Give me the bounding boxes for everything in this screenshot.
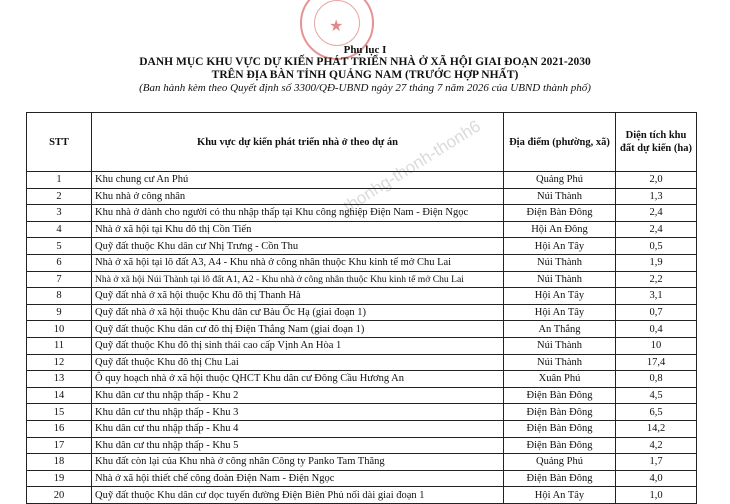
table-row: [27, 238, 697, 255]
cell-size: 2,4: [616, 221, 697, 238]
cell-place: An Thắng: [504, 321, 616, 338]
housing-area-table: [26, 112, 697, 504]
table-body: [27, 172, 697, 504]
cell-stt: 14: [27, 387, 92, 404]
cell-area: Quỹ đất thuộc Khu đô thị sinh thái cao cấp Vịnh An Hòa 1: [92, 337, 504, 354]
table-row: [27, 288, 697, 305]
document-title-line2: TRÊN ĐỊA BÀN TỈNH QUẢNG NAM (TRƯỚC HỢP NHẤT): [211, 68, 519, 81]
table-row: [27, 254, 697, 271]
cell-area: Nhà ở xã hội tại lô đất A3, A4 - Khu nhà ở công nhân thuộc Khu kinh tế mở Chu Lai: [92, 254, 504, 271]
cell-area: Nhà ở xã hội thiết chế công đoàn Điện Nam - Điện Ngọc: [92, 470, 504, 487]
cell-place: Xuân Phú: [504, 371, 616, 388]
cell-area: Khu đất còn lại của Khu nhà ở công nhân Công ty Panko Tam Thăng: [92, 454, 504, 471]
cell-area: Khu nhà ở dành cho người có thu nhập thấp tại Khu công nghiệp Điện Nam - Điện Ngọc: [92, 205, 504, 222]
cell-place: Điện Bàn Đông: [504, 437, 616, 454]
cell-size: 2,4: [616, 205, 697, 222]
cell-size: 14,2: [616, 420, 697, 437]
cell-place: Điện Bàn Đông: [504, 420, 616, 437]
cell-place: Quảng Phú: [504, 454, 616, 471]
cell-area: Khu dân cư thu nhập thấp - Khu 5: [92, 437, 504, 454]
table-row: [27, 371, 697, 388]
header-stt: STT: [27, 113, 92, 172]
watermark-text: thonhg-thonh-thonh6: [340, 116, 484, 217]
cell-stt: 20: [27, 487, 92, 504]
appendix-label: Phụ lục I: [343, 44, 387, 56]
cell-size: 10: [616, 337, 697, 354]
table-row: [27, 321, 697, 338]
header-area: Khu vực dự kiến phát triển nhà ở theo dự án: [92, 113, 504, 172]
cell-place: Núi Thành: [504, 337, 616, 354]
cell-place: Hội An Tây: [504, 288, 616, 305]
table-row: [27, 304, 697, 321]
cell-size: 1,9: [616, 254, 697, 271]
table-row: [27, 205, 697, 222]
document-subtitle: (Ban hành kèm theo Quyết định số 3300/QĐ-UBND ngày 27 tháng 7 năm 2026 của UBND thành phố): [139, 82, 591, 94]
cell-place: Quảng Phú: [504, 172, 616, 189]
cell-stt: 12: [27, 354, 92, 371]
cell-size: 1,3: [616, 188, 697, 205]
cell-stt: 18: [27, 454, 92, 471]
cell-size: 6,5: [616, 404, 697, 421]
cell-size: 1,0: [616, 487, 697, 504]
cell-size: 0,4: [616, 321, 697, 338]
cell-area: Quỹ đất nhà ở xã hội thuộc Khu dân cư Bàu Ốc Hạ (giai đoạn 1): [92, 304, 504, 321]
cell-place: Hội An Tây: [504, 487, 616, 504]
cell-stt: 8: [27, 288, 92, 305]
cell-size: 3,1: [616, 288, 697, 305]
table-row: [27, 354, 697, 371]
table-row: [27, 420, 697, 437]
table-row: [27, 271, 697, 288]
table-row: [27, 337, 697, 354]
cell-place: Hội An Đông: [504, 221, 616, 238]
cell-area: Ô quy hoạch nhà ở xã hội thuộc QHCT Khu dân cư Đông Cầu Hương An: [92, 371, 504, 388]
cell-place: Núi Thành: [504, 188, 616, 205]
cell-stt: 6: [27, 254, 92, 271]
cell-stt: 17: [27, 437, 92, 454]
cell-place: Điện Bàn Đông: [504, 470, 616, 487]
cell-area: Nhà ở xã hội tại Khu đô thị Cồn Tiến: [92, 221, 504, 238]
cell-size: 0,5: [616, 238, 697, 255]
cell-stt: 11: [27, 337, 92, 354]
header-size: Diện tích khu đất dự kiến (ha): [616, 113, 697, 172]
cell-area: Khu dân cư thu nhập thấp - Khu 4: [92, 420, 504, 437]
cell-area: Quỹ đất thuộc Khu đô thị Chu Lai: [92, 354, 504, 371]
cell-area: Nhà ở xã hội Núi Thành tại lô đất A1, A2 - Khu nhà ở công nhân thuộc Khu kinh tế mở Chu Lai: [92, 271, 504, 288]
cell-size: 0,8: [616, 371, 697, 388]
cell-size: 4,0: [616, 470, 697, 487]
cell-size: 2,2: [616, 271, 697, 288]
cell-area: Quỹ đất thuộc Khu dân cư đô thị Điện Thắng Nam (giai đoạn 1): [92, 321, 504, 338]
cell-place: Điện Bàn Đông: [504, 205, 616, 222]
cell-size: 4,2: [616, 437, 697, 454]
table-row: [27, 454, 697, 471]
document-header: [0, 44, 730, 95]
cell-stt: 19: [27, 470, 92, 487]
cell-place: Hội An Tây: [504, 304, 616, 321]
star-icon: ★: [329, 18, 344, 35]
table-row: [27, 470, 697, 487]
cell-stt: 4: [27, 221, 92, 238]
cell-stt: 2: [27, 188, 92, 205]
table-row: [27, 387, 697, 404]
cell-area: Khu nhà ở công nhân: [92, 188, 504, 205]
document-title-line1: DANH MỤC KHU VỰC DỰ KIẾN PHÁT TRIỂN NHÀ Ở XÃ HỘI GIAI ĐOẠN 2021-2030: [139, 56, 591, 68]
cell-area: Quỹ đất thuộc Khu dân cư Nhị Trưng - Cồn Thu: [92, 238, 504, 255]
cell-place: Núi Thành: [504, 354, 616, 371]
table-row: [27, 404, 697, 421]
cell-stt: 13: [27, 371, 92, 388]
cell-area: Khu dân cư thu nhập thấp - Khu 3: [92, 404, 504, 421]
cell-stt: 9: [27, 304, 92, 321]
header-place: Địa điểm (phường, xã): [504, 113, 616, 172]
cell-stt: 1: [27, 172, 92, 189]
cell-place: Núi Thành: [504, 254, 616, 271]
cell-place: Hội An Tây: [504, 238, 616, 255]
cell-stt: 10: [27, 321, 92, 338]
table-row: [27, 188, 697, 205]
cell-stt: 5: [27, 238, 92, 255]
cell-size: 1,7: [616, 454, 697, 471]
cell-area: Quỹ đất thuộc Khu dân cư dọc tuyến đường Điện Biên Phủ nối dài giai đoạn 1: [92, 487, 504, 504]
cell-stt: 16: [27, 420, 92, 437]
cell-place: Điện Bàn Đông: [504, 404, 616, 421]
table-row: [27, 487, 697, 504]
cell-stt: 15: [27, 404, 92, 421]
cell-place: Núi Thành: [504, 271, 616, 288]
cell-size: 17,4: [616, 354, 697, 371]
table-row: [27, 172, 697, 189]
cell-stt: 7: [27, 271, 92, 288]
cell-size: 4,5: [616, 387, 697, 404]
cell-size: 2,0: [616, 172, 697, 189]
cell-area: Quỹ đất nhà ở xã hội thuộc Khu đô thị Thanh Hà: [92, 288, 504, 305]
table-row: [27, 221, 697, 238]
cell-place: Điện Bàn Đông: [504, 387, 616, 404]
cell-area: Khu dân cư thu nhập thấp - Khu 2: [92, 387, 504, 404]
table-header-row: [27, 113, 697, 172]
cell-area: Khu chung cư An Phú: [92, 172, 504, 189]
cell-size: 0,7: [616, 304, 697, 321]
cell-stt: 3: [27, 205, 92, 222]
table-row: [27, 437, 697, 454]
